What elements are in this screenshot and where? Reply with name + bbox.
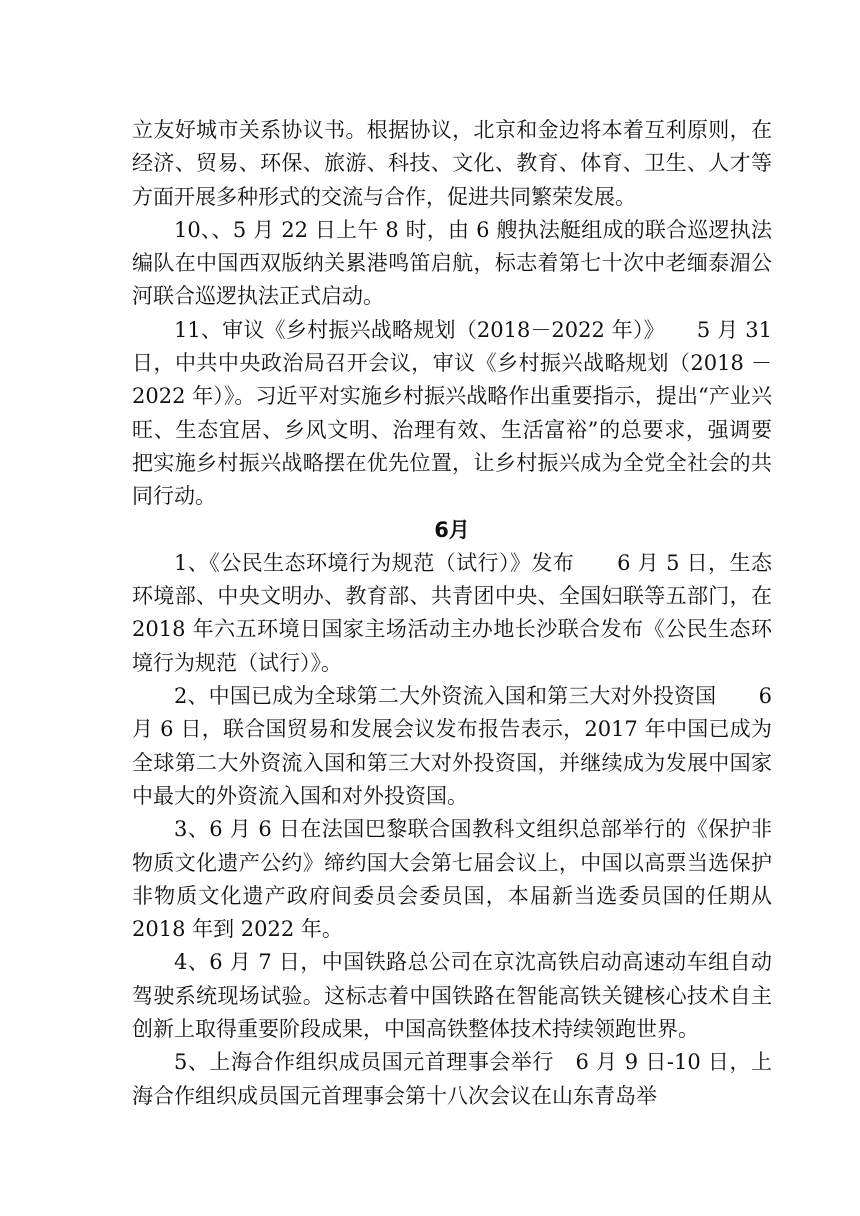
document-page <box>132 114 772 1113</box>
section-heading-june: 6月 <box>434 517 470 542</box>
paragraph-unesco-heritage: 3、6 月 6 日在法国巴黎联合国教科文组织总部举行的《保护非物质文化遗产公约》缔约国大会第七届会议上，中国以高票当选保护非物质文化遗产政府间委员会委员国，本届新当选委员国的任期从 2018 年到 2022 年。 <box>132 817 772 942</box>
paragraph-eco-code: 1、《公民生态环境行为规范（试行）》发布 6 月 5 日，生态环境部、中央文明办、教育部、共青团中央、全国妇联等五部门，在 2018 年六五环境日国家主场活动主办地长沙联合发布《公民生态环境行为规范（试行）》。 <box>132 550 772 675</box>
paragraph-foreign-investment: 2、中国已成为全球第二大外资流入国和第三大对外投资国 6 月 6 日，联合国贸易和发展会议发布报告表示，2017 年中国已成为全球第二大外资流入国和第三大对外投资国，并继续成为发展中国家中最大的外资流入国和对外投资国。 <box>132 684 772 808</box>
paragraph-sco-summit: 5、上海合作组织成员国元首理事会举行 6 月 9 日-10 日，上海合作组织成员国元首理事会第十八次会议在山东青岛举 <box>132 1050 772 1108</box>
paragraph-autonomous-train: 4、6 月 7 日，中国铁路总公司在京沈高铁启动高速动车组自动驾驶系统现场试验。这标志着中国铁路在智能高铁关键核心技术自主创新上取得重要阶段成果，中国高铁整体技术持续领跑世界。 <box>132 950 772 1042</box>
paragraph-beijing-phnom-penh: 立友好城市关系协议书。根据协议，北京和金边将本着互利原则，在经济、贸易、环保、旅游、科技、文化、教育、体育、卫生、人才等方面开展多种形式的交流与合作，促进共同繁荣发展。 <box>132 118 772 209</box>
paragraph-mekong-patrol: 10、、5 月 22 日上午 8 时，由 6 艘执法艇组成的联合巡逻执法编队在中国西双版纳关累港鸣笛启航，标志着第七十次中老缅泰湄公河联合巡逻执法正式启动。 <box>132 217 772 309</box>
paragraph-rural-revitalization: 11、审议《乡村振兴战略规划（2018－2022 年）》 5 月 31 日，中共中央政治局召开会议，审议《乡村振兴战略规划（2018 － 2022 年）》。习近平对实施乡村振兴战略作出重要指示，提出“产业兴旺、生态宜居、乡风文明、治理有效、生活富裕”的总要求，强调要把实施乡村振兴战略摆在优先位置，让乡村振兴成为全党全社会的共同行动。 <box>132 317 772 509</box>
